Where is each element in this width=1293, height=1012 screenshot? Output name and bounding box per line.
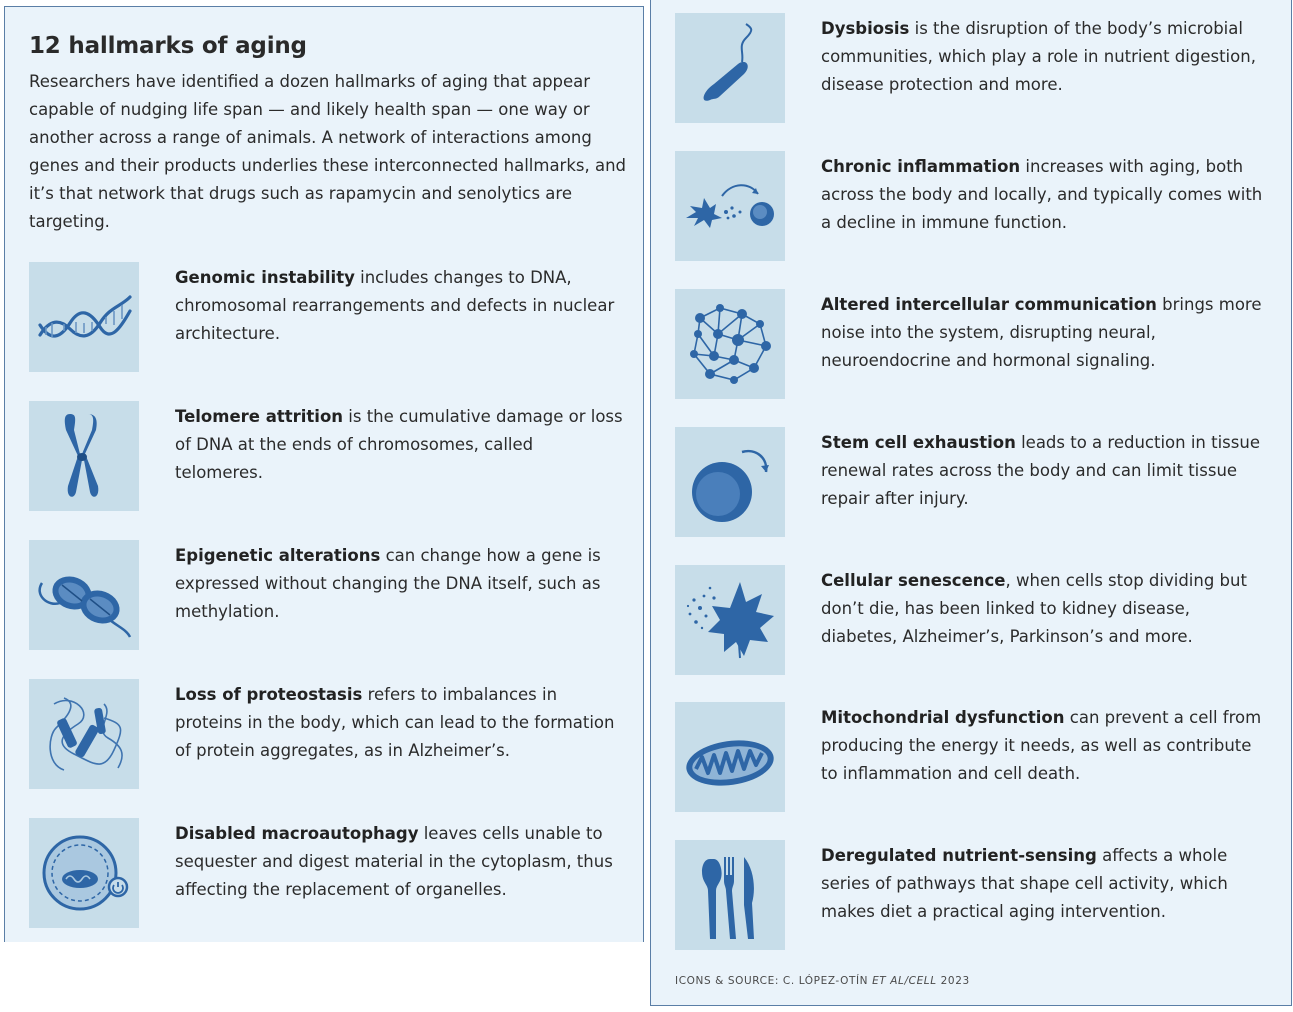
source-italic: ET AL/CELL (872, 975, 937, 987)
hallmark-term: Epigenetic alterations (175, 546, 381, 565)
hallmark-desc: increases with aging, both across the body and locally, and typically comes with a decline in immune function. (821, 157, 1263, 232)
hallmark-desc: is the cumulative damage or loss of DNA at the ends of chromosomes, called telomeres. (175, 407, 623, 482)
hallmark-text (821, 153, 1271, 237)
hallmark-cellular-senescence (675, 565, 1293, 677)
stem-cell-icon (675, 427, 785, 537)
protein-fold-icon (29, 679, 139, 789)
hallmark-epigenetic-alterations (29, 540, 649, 652)
hallmark-mitochondrial-dysfunction (675, 702, 1293, 814)
hallmark-desc: can prevent a cell from producing the energy it needs, as well as contribute to inflammation and cell death. (821, 708, 1262, 783)
hallmark-term: Chronic inflammation (821, 157, 1021, 176)
chromosome-icon (29, 401, 139, 511)
hallmark-dysbiosis (675, 13, 1293, 125)
hallmark-loss-of-proteostasis (29, 679, 649, 791)
hallmark-stem-cell-exhaustion (675, 427, 1293, 539)
hallmark-text (821, 429, 1271, 513)
hallmark-desc: includes changes to DNA, chromosomal rearrangements and defects in nuclear architecture. (175, 268, 615, 343)
hallmark-term: Altered intercellular communication (821, 295, 1157, 314)
autophagosome-icon (29, 818, 139, 928)
hallmark-text (821, 842, 1271, 926)
network-icon (675, 289, 785, 399)
hallmark-desc: can change how a gene is expressed without changing the DNA itself, such as methylation. (175, 546, 601, 621)
hallmark-term: Mitochondrial dysfunction (821, 708, 1065, 727)
hallmark-term: Dysbiosis (821, 19, 910, 38)
immune-cell-icon (675, 151, 785, 261)
mitochondrion-icon (675, 702, 785, 812)
nucleosome-icon (29, 540, 139, 650)
hallmark-text (175, 542, 625, 626)
hallmark-text (821, 704, 1271, 788)
hallmark-chronic-inflammation (675, 151, 1293, 263)
left-panel (4, 6, 644, 942)
hallmark-text (175, 681, 625, 765)
right-panel (650, 0, 1292, 1006)
hallmark-altered-intercellular-communication (675, 289, 1293, 401)
hallmark-desc: affects a whole series of pathways that shape cell activity, which makes diet a practical aging intervention. (821, 846, 1228, 921)
hallmark-term: Loss of proteostasis (175, 685, 363, 704)
hallmark-desc: brings more noise into the system, disrupting neural, neuroendocrine and hormonal signaling. (821, 295, 1262, 370)
hallmark-disabled-macroautophagy (29, 818, 649, 930)
source-credit (675, 975, 970, 987)
hallmark-term: Deregulated nutrient-sensing (821, 846, 1097, 865)
hallmark-text (821, 567, 1271, 651)
hallmark-desc: leaves cells unable to sequester and digest material in the cytoplasm, thus affecting the replacement of organelles. (175, 824, 613, 899)
source-prefix: ICONS & SOURCE: C. LÓPEZ-OTÍN (675, 975, 873, 987)
hallmark-text (821, 291, 1271, 375)
page-title: 12 hallmarks of aging (29, 33, 307, 59)
hallmark-term: Cellular senescence (821, 571, 1006, 590)
hallmark-desc: is the disruption of the body’s microbial communities, which play a role in nutrient digestion, disease protection and more. (821, 19, 1256, 94)
hallmark-desc: leads to a reduction in tissue renewal rates across the body and can limit tissue repair after injury. (821, 433, 1260, 508)
hallmark-text (821, 15, 1271, 99)
withering-leaf-icon (675, 565, 785, 675)
hallmark-text (175, 820, 625, 904)
hallmark-term: Genomic instability (175, 268, 355, 287)
hallmark-text (175, 403, 625, 487)
source-suffix: 2023 (936, 975, 970, 987)
hallmark-term: Stem cell exhaustion (821, 433, 1016, 452)
bacterium-icon (675, 13, 785, 123)
hallmark-genomic-instability (29, 262, 649, 374)
hallmark-desc: refers to imbalances in proteins in the body, which can lead to the formation of protein aggregates, as in Alzheimer’s. (175, 685, 615, 760)
dna-helix-icon (29, 262, 139, 372)
hallmark-text (175, 264, 625, 348)
hallmark-deregulated-nutrient-sensing (675, 840, 1293, 952)
hallmark-term: Disabled macroautophagy (175, 824, 419, 843)
hallmark-term: Telomere attrition (175, 407, 344, 426)
cutlery-icon (675, 840, 785, 950)
intro-text: Researchers have identified a dozen hallmarks of aging that appear capable of nudging life span — and likely health span — one way or another across a range of animals. A network of interactions among genes and their products underlies these interconnected hallmarks, and it’s that network that drugs such as rapamycin and senolytics are targeting. (29, 72, 627, 231)
hallmark-desc: , when cells stop dividing but don’t die, has been linked to kidney disease, diabetes, Alzheimer’s, Parkinson’s and more. (821, 571, 1247, 646)
hallmark-telomere-attrition (29, 401, 649, 513)
